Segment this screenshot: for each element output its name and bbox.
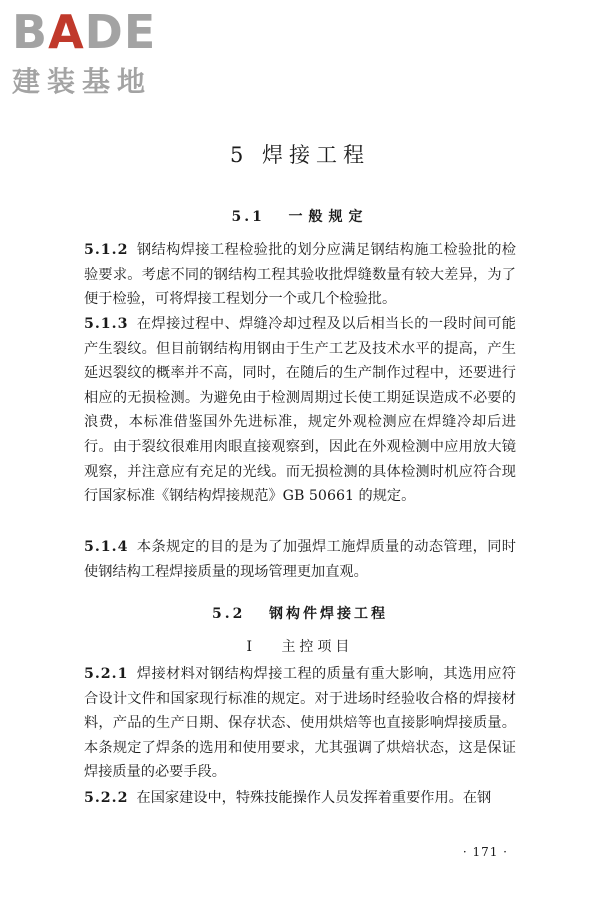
section-heading-5-1: 5.1 一般规定 <box>231 209 369 225</box>
subsection-heading: Ⅰ 主控项目 <box>246 639 354 655</box>
clause-5-2-2: 5.2.2 在国家建设中，特殊技能操作人员发挥着重要作用。在钢 <box>84 790 492 806</box>
clause-5-1-2: 5.1.2 钢结构焊接工程检验批的划分应满足钢结构施工检验批的检验要求。考虑不同的钢结构工程其验收批焊缝数量有较大差异，为了便于检验，可将焊接工程划分一个或几个检验批。 <box>84 242 516 308</box>
clause-5-2-1: 5.2.1 焊接材料对钢结构焊接工程的质量有重大影响，其选用应符合设计文件和国家现行标准的规定。对于进场时经验收合格的焊接材料，产品的生产日期、保存状态、使用烘焙等也直接影响焊接质量。本条规定了焊条的选用和使用要求，尤其强调了烘焙状态，这是保证焊接质量的必要手段。 <box>84 666 516 781</box>
page-number: · 171 · <box>462 845 508 859</box>
logo-wordmark: BADE <box>12 5 157 59</box>
chapter-title: 5 焊接工程 <box>229 143 371 167</box>
clause-5-1-3: 5.1.3 在焊接过程中、焊缝冷却过程及以后相当长的一段时间可能产生裂纹。但目前钢结构用钢由于生产工艺及技术水平的提高，产生延迟裂纹的概率并不高，同时，在随后的生产制作过程中，还要进行相应的无损检测。为避免由于检测周期过长使工期延误造成不必要的浪费，本标准借鉴国外先进标准，规定外观检测应在焊缝冷却后进行。由于裂纹很难用肉眼直接观察到，因此在外观检测中应用放大镜观察，并注意应有充足的光线。而无损检测的具体检测时机应符合现行国家标准《钢结构焊接规范》GB 50661 的规定。 <box>84 316 516 505</box>
logo-subtitle: 建装基地 <box>12 65 153 98</box>
section-heading-5-2: 5.2 钢构件焊接工程 <box>212 606 388 622</box>
clause-5-1-4: 5.1.4 本条规定的目的是为了加强焊工施焊质量的动态管理，同时使钢结构工程焊接质量的现场管理更加直观。 <box>84 539 516 580</box>
bade-logo <box>12 5 182 98</box>
